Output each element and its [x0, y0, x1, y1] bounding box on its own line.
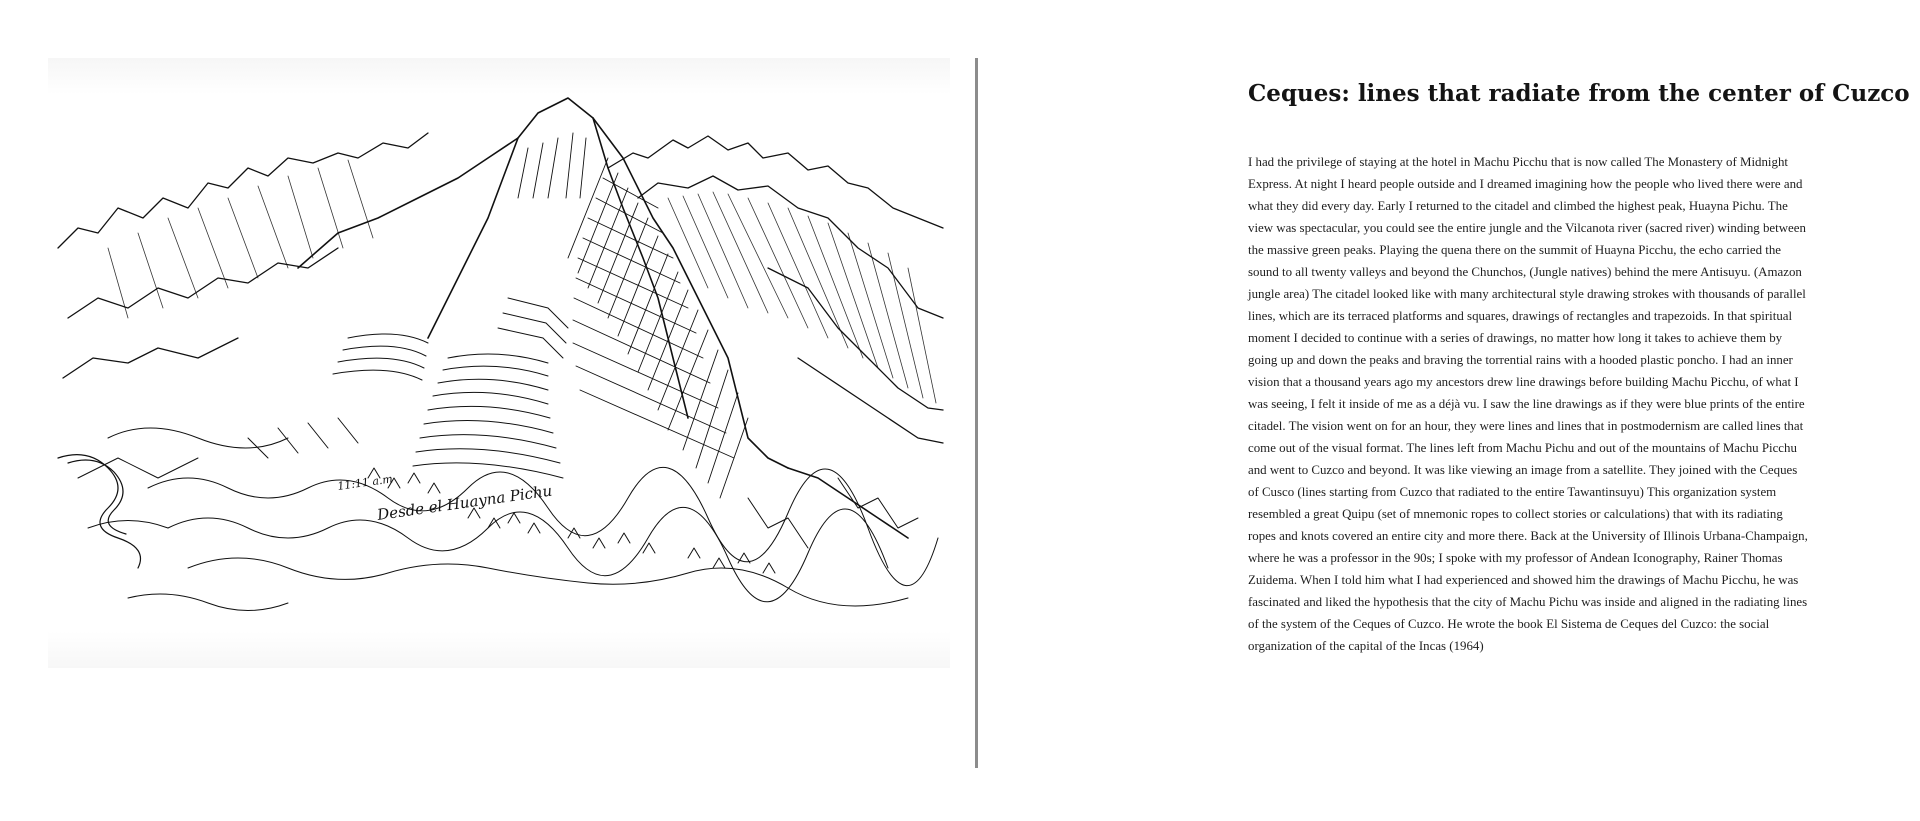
sketch-inscription: Desde el Huayna Pichu [376, 481, 554, 524]
mountain-sketch-illustration [48, 58, 950, 668]
river [58, 455, 141, 568]
background-ridges [58, 133, 943, 443]
body-paragraph: I had the privilege of staying at the hotel in Machu Picchu that is now called The Monastery of Midnight Express. At night I heard people outside and I dreamed imagining how the people who lived there were and what they did every day. Early I returned to the citadel and climbed the highest peak, Huayna Pichu. The view was spectacular, you could see the entire jungle and the Vilcanota river (sacred river) winding between the massive green peaks. Playing the quena there on the summit of Huayna Picchu, the echo carried the sound to all twenty valleys and beyond the Chunchos, (Jungle natives) behind the mere Antisuyu. (Amazon jungle area) The citadel looked like with many architectural style drawing strokes with thousands of parallel lines, which are its terraced platforms and squares, drawings of rectangles and trapezoids. In that spiritual moment I decided to continue with a series of drawings, no matter how long it takes to achieve them by going up and down the peaks and braving the torrential rains with a hooded plastic poncho. I had an inner vision that a thousand years ago my ancestors drew line drawings before building Machu Picchu, of what I was seeing, I felt it inside of me as a déjà vu. I saw the line drawings as if they were blue prints of the entire citadel. The vision went on for an hour, they were lines and lines that in postmodernism are called lines that come out of the visual format. The lines left from Machu Pichu and out of the mountains of Machu Picchu and went to Cuzco and beyond. It was like viewing an image from a satellite. They joined with the Ceques of Cusco (lines starting from Cuzco that radiated to the entire Tawantinsuyu) This organization system resembled a great Quipu (set of mnemonic ropes to collect stories or calculations) that with its radiating ropes and knots covered an entire city and more there. Back at the University of Illinois Urbana-Champaign, where he was a professor in the 90s; I spoke with my professor of Andean Iconography, Rainer Thomas Zuidema. When I told him what I had experienced and showed him the drawings of Machu Picchu, he was fascinated and liked the hypothesis that the city of Machu Pichu was inside and aligned in the radiating lines of the system of the Ceques of Cuzco. He wrote the book El Sistema de Ceques del Cuzco: the social organization of the capital of the Incas (1964) [1248, 155, 1808, 653]
peak-hatching [518, 133, 748, 498]
page-title: Ceques: lines that radiate from the center of Cuzco [1248, 80, 1910, 108]
right-page [978, 0, 1920, 821]
foreground-vegetation [78, 418, 938, 611]
terraces [333, 298, 568, 478]
sketch-time-note: 11:11 a.m [336, 472, 394, 493]
